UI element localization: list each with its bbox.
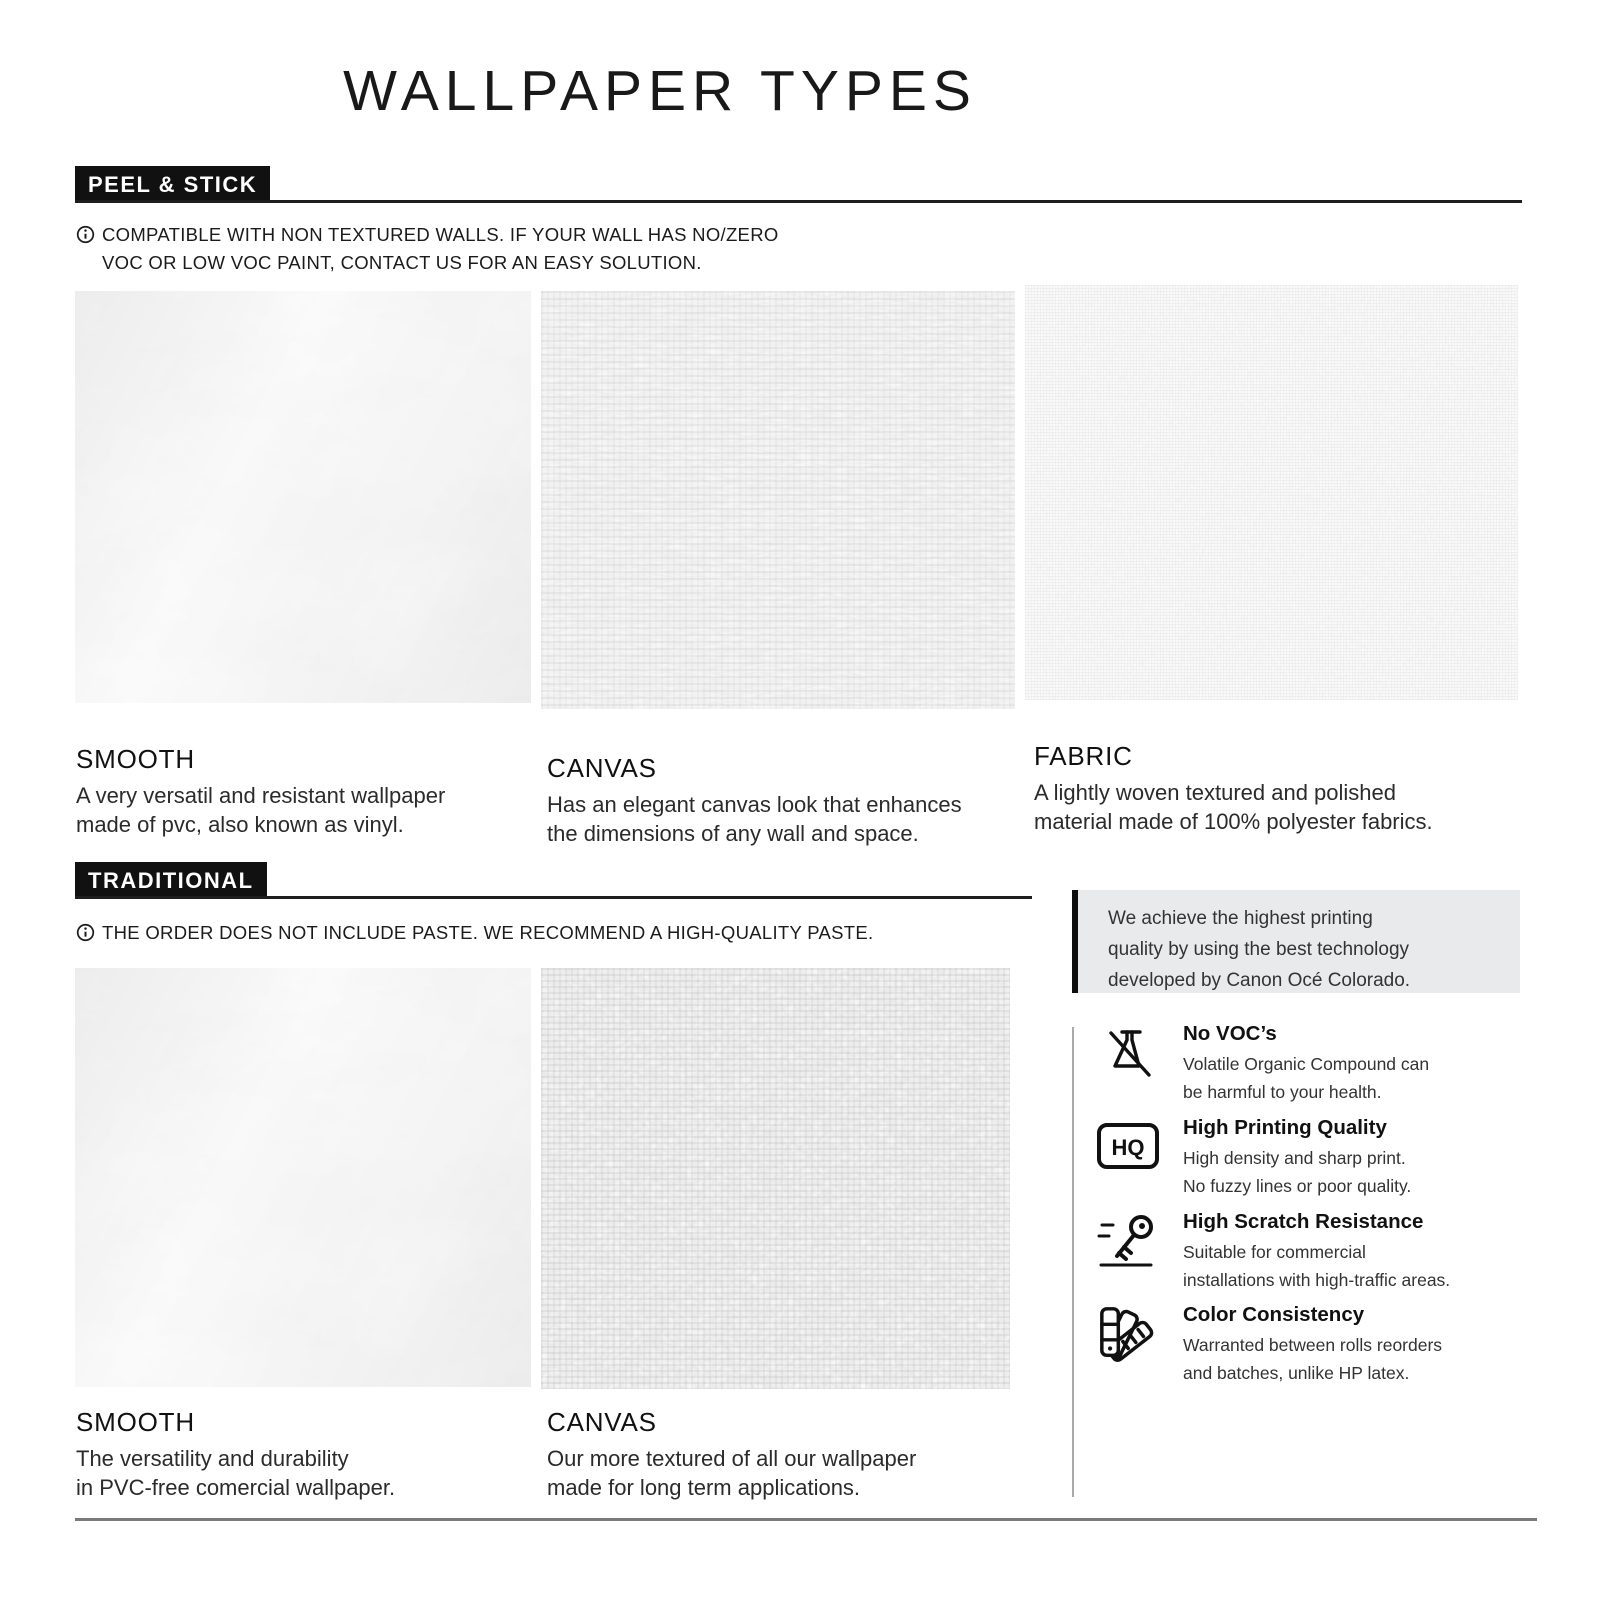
swatch-fabric-peel-stick	[1025, 285, 1518, 700]
feature-list-divider	[1072, 1027, 1074, 1497]
svg-text:HQ: HQ	[1111, 1135, 1145, 1160]
feature-desc: Volatile Organic Compound can be harmful to your health.	[1183, 1054, 1430, 1102]
caption-title-smooth-traditional: SMOOTH	[76, 1407, 195, 1437]
feature-color-consistency	[1094, 1303, 1534, 1387]
color-swatches-icon	[1094, 1303, 1162, 1365]
swatch-smooth-traditional	[75, 968, 531, 1387]
section-rule	[75, 896, 1032, 899]
caption-title-canvas-traditional: CANVAS	[547, 1407, 657, 1437]
info-icon	[76, 923, 95, 942]
note-line: COMPATIBLE WITH NON TEXTURED WALLS. IF YOUR WALL HAS NO/ZERO	[102, 224, 779, 245]
bottom-rule	[75, 1518, 1537, 1521]
feature-desc: High density and sharp print. No fuzzy lines or poor quality.	[1183, 1148, 1412, 1196]
caption-title-smooth: SMOOTH	[76, 744, 195, 774]
key-icon	[1094, 1210, 1162, 1272]
feature-title: High Printing Quality	[1183, 1116, 1387, 1139]
peel-stick-note	[76, 221, 779, 277]
feature-high-scratch-resistance	[1094, 1210, 1534, 1294]
caption-desc-canvas-traditional: Our more textured of all our wallpaper made for long term applications.	[547, 1446, 917, 1500]
section-badge-peel-stick: PEEL & STICK	[75, 166, 270, 203]
feature-high-printing-quality	[1094, 1116, 1534, 1200]
note-line: VOC OR LOW VOC PAINT, CONTACT US FOR AN EASY SOLUTION.	[102, 252, 702, 273]
feature-title: High Scratch Resistance	[1183, 1210, 1424, 1233]
feature-title: Color Consistency	[1183, 1303, 1365, 1326]
caption-title-canvas: CANVAS	[547, 753, 657, 783]
section-badge-traditional: TRADITIONAL	[75, 862, 267, 899]
caption-title-fabric: FABRIC	[1034, 741, 1133, 771]
swatch-canvas-traditional	[541, 968, 1010, 1389]
section-rule	[75, 200, 1522, 203]
caption-desc-smooth-traditional: The versatility and durability in PVC-free comercial wallpaper.	[76, 1446, 396, 1500]
swatch-smooth-peel-stick	[75, 291, 531, 703]
hq-icon	[1094, 1116, 1162, 1178]
note-line: THE ORDER DOES NOT INCLUDE PASTE. WE RECOMMEND A HIGH-QUALITY PASTE.	[102, 922, 874, 943]
traditional-note	[76, 919, 873, 947]
caption-desc-canvas: Has an elegant canvas look that enhances the dimensions of any wall and space.	[547, 792, 962, 846]
feature-desc: Warranted between rolls reorders and batches, unlike HP latex.	[1183, 1335, 1443, 1383]
caption-desc-fabric: A lightly woven textured and polished material made of 100% polyester fabrics.	[1034, 780, 1433, 834]
feature-title: No VOC’s	[1183, 1022, 1277, 1045]
caption-desc-smooth: A very versatil and resistant wallpaper made of pvc, also known as vinyl.	[76, 783, 446, 837]
printing-quality-callout: We achieve the highest printing quality by using the best technology developed by Canon Océ Colorado.	[1072, 890, 1520, 993]
page-title: WALLPAPER TYPES	[343, 59, 977, 123]
swatch-canvas-peel-stick	[541, 291, 1015, 709]
info-icon	[76, 225, 95, 244]
feature-no-voc	[1094, 1022, 1534, 1106]
feature-desc: Suitable for commercial installations with high-traffic areas.	[1183, 1242, 1451, 1290]
no-voc-icon	[1094, 1022, 1162, 1084]
